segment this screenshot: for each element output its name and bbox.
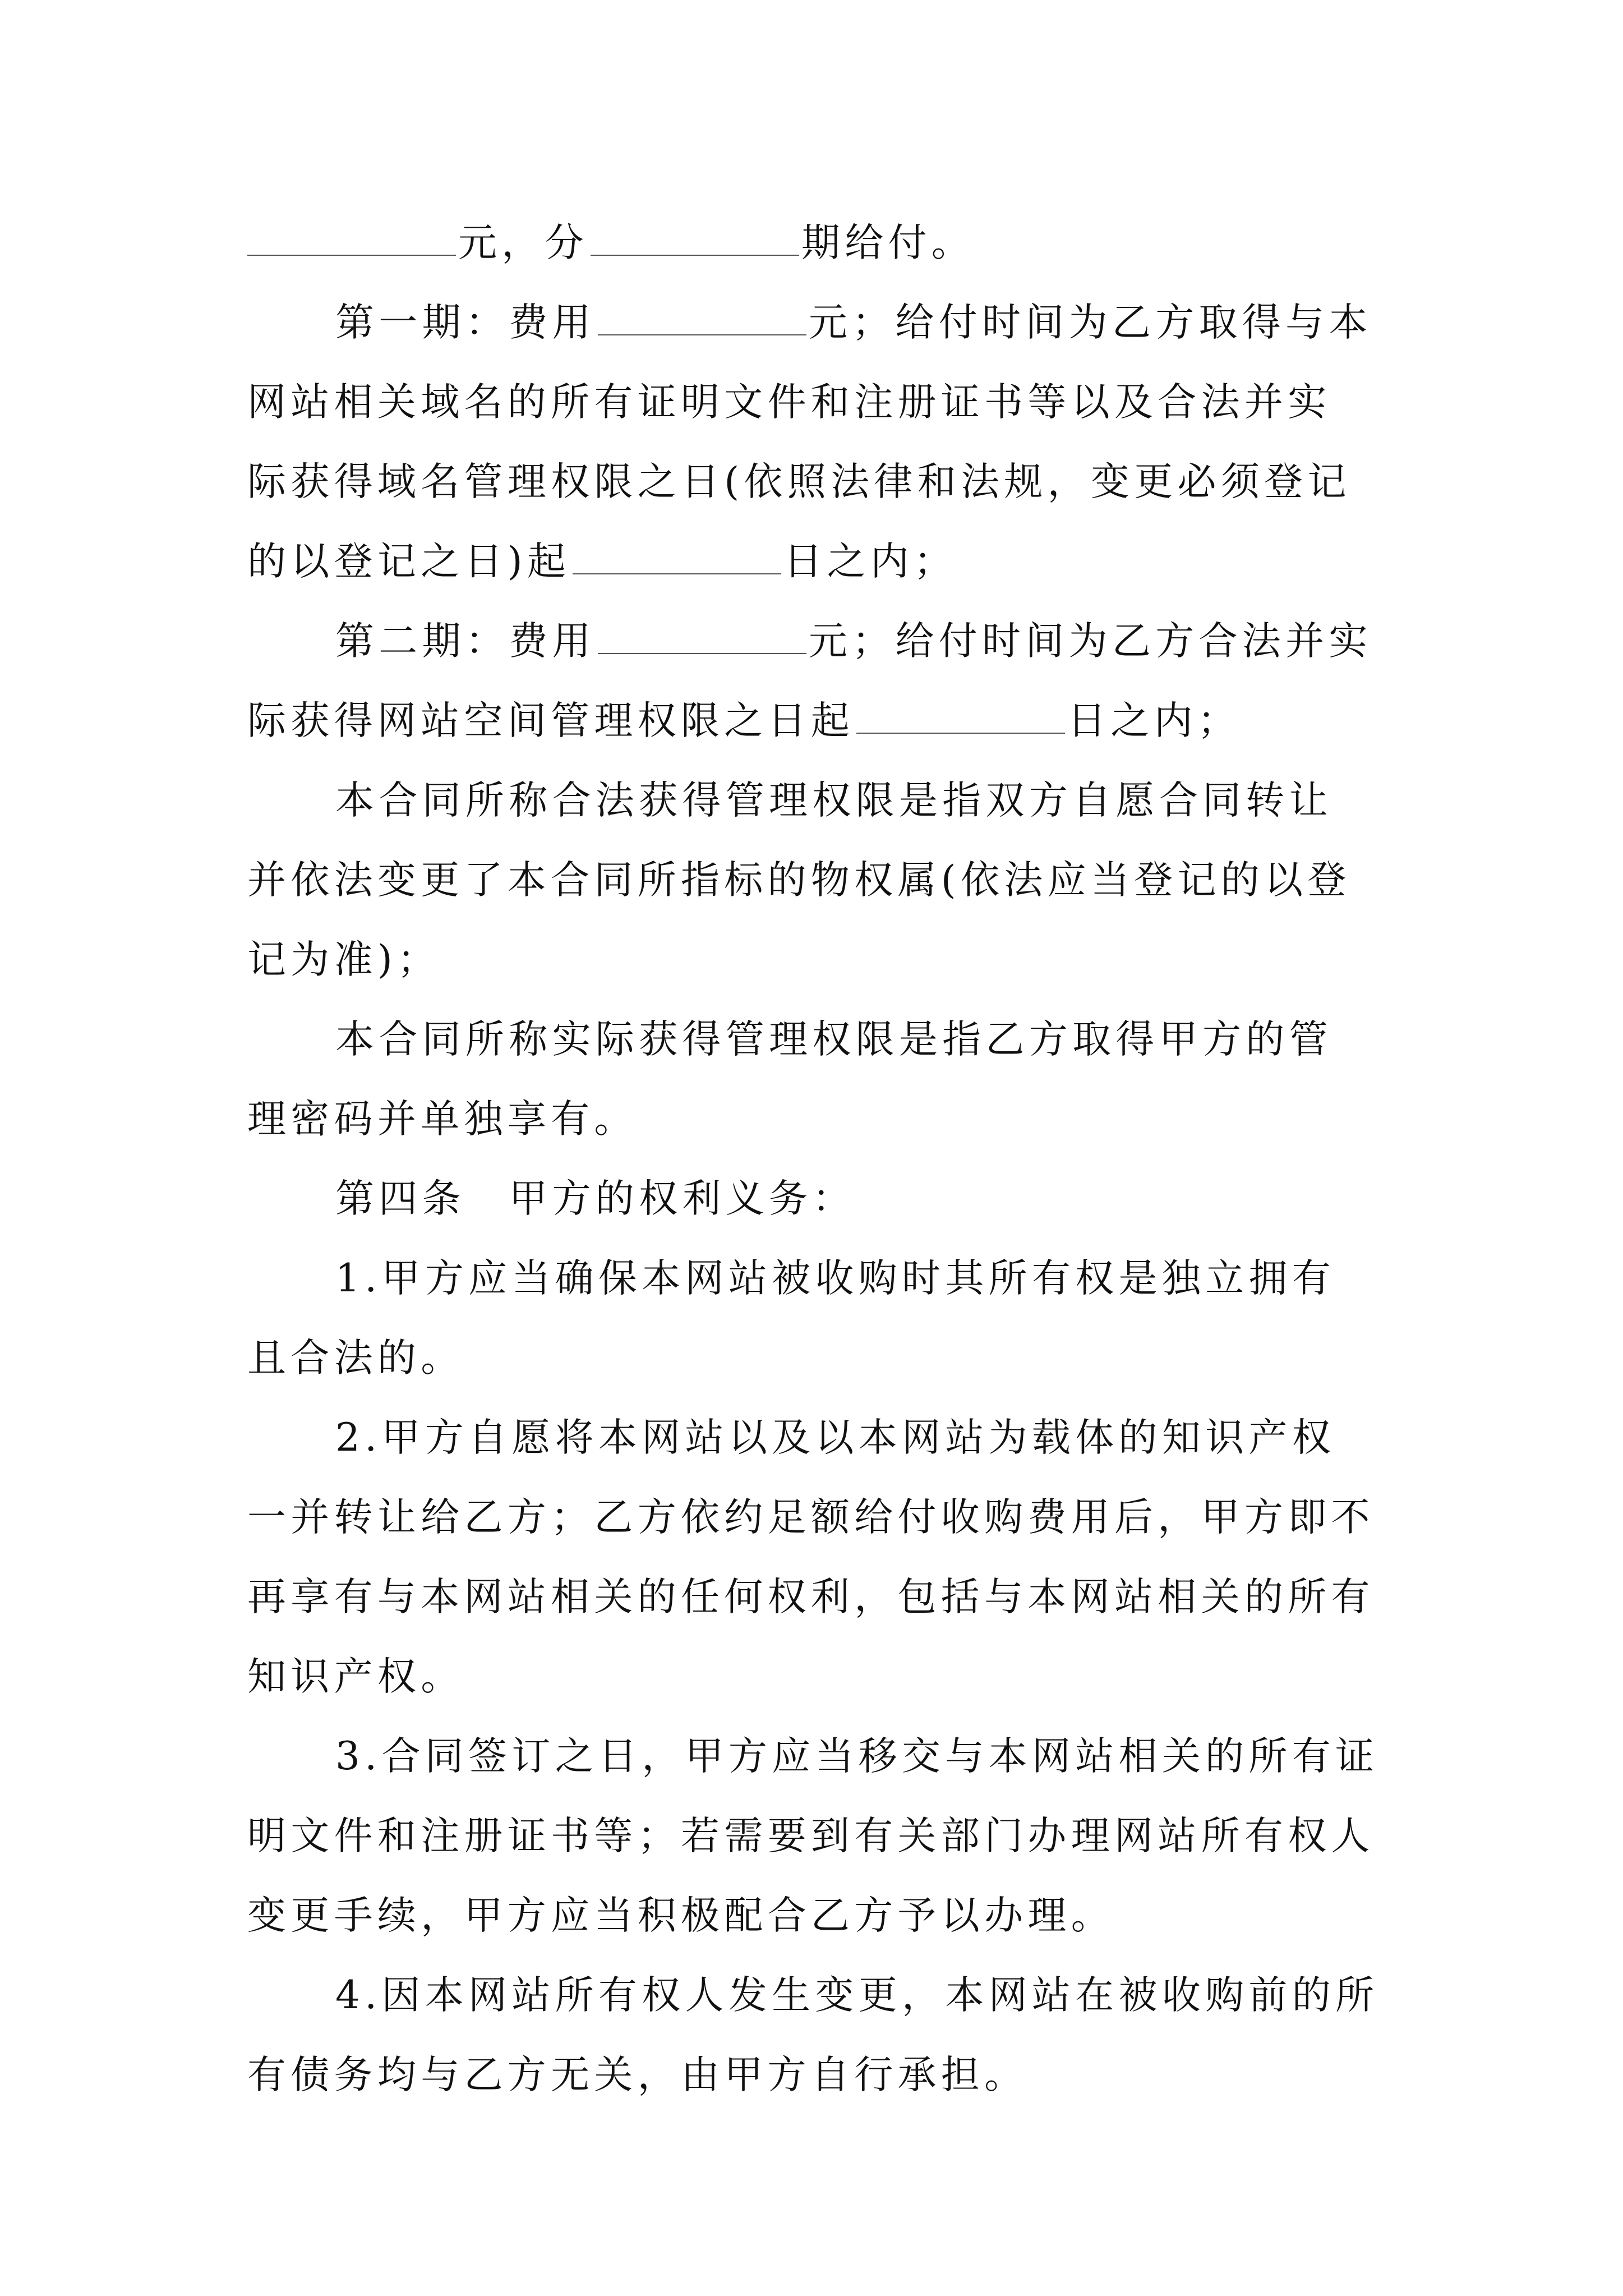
text-segment: 2.甲方自愿将本网站以及以本网站为载体的知识产权	[335, 1415, 1336, 1460]
text-line	[247, 211, 975, 274]
text-line	[335, 1406, 1335, 1469]
text-segment: 再享有与本网站相关的任何权利，包括与本网站相关的所有	[247, 1575, 1375, 1619]
text-segment: 日之内；	[1067, 698, 1241, 743]
text-segment: 变更手续，甲方应当积极配合乙方予以办理。	[247, 1893, 1114, 1938]
text-segment: 有债务均与乙方无关，由甲方自行承担。	[247, 2053, 1028, 2097]
text-segment: 网站相关域名的所有证明文件和注册证书等以及合法并实	[247, 380, 1331, 425]
text-segment: 本合同所称合法获得管理权限是指双方自愿合同转让	[335, 778, 1332, 823]
text-segment: 际获得域名管理权限之日(依照法律和法规，变更必须登记	[247, 459, 1351, 504]
text-line	[247, 1566, 1375, 1628]
text-line	[247, 1884, 1114, 1947]
text-segment: 期给付。	[801, 220, 975, 265]
text-line	[247, 2044, 1027, 2106]
text-line	[247, 1088, 638, 1151]
text-segment: 且合法的。	[247, 1336, 464, 1381]
text-line	[335, 1725, 1378, 1788]
text-line	[335, 1247, 1335, 1310]
text-segment: 的以登记之日)起	[247, 539, 571, 584]
fill-blank	[598, 300, 806, 335]
text-segment: 知识产权。	[247, 1654, 464, 1699]
text-segment: 一并转让给乙方；乙方依约足额给付收购费用后，甲方即不	[247, 1495, 1375, 1540]
text-segment: 日之内；	[783, 539, 957, 584]
text-line	[335, 1008, 1332, 1071]
fill-blank	[573, 539, 781, 574]
text-segment: 1.甲方应当确保本网站被收购时其所有权是独立拥有	[335, 1256, 1336, 1301]
text-segment: 元；给付时间为乙方合法并实	[808, 619, 1372, 664]
text-line	[247, 1486, 1375, 1549]
fill-blank	[247, 220, 456, 256]
text-segment: 理密码并单独享有。	[247, 1097, 638, 1142]
text-segment: 际获得网站空间管理权限之日起	[247, 698, 855, 743]
text-segment: 第二期：费用	[335, 619, 596, 664]
text-segment: 3.合同签订之日，甲方应当移交与本网站相关的所有证	[335, 1734, 1379, 1779]
text-segment: 元；给付时间为乙方取得与本	[808, 300, 1372, 345]
text-line	[247, 1327, 464, 1389]
text-segment: 本合同所称实际获得管理权限是指乙方取得甲方的管	[335, 1017, 1332, 1062]
text-line	[335, 610, 1372, 673]
fill-blank	[598, 618, 806, 654]
text-line	[247, 450, 1351, 513]
text-line	[335, 291, 1372, 354]
text-line	[247, 1805, 1375, 1867]
text-segment: 元，分	[458, 220, 588, 265]
text-segment: 明文件和注册证书等；若需要到有关部门办理网站所有权人	[247, 1814, 1375, 1858]
section-heading	[335, 1167, 856, 1230]
text-segment: 记为准)；	[247, 937, 441, 982]
text-line	[335, 1964, 1378, 2027]
text-line	[247, 371, 1331, 434]
fill-blank	[591, 220, 799, 256]
text-segment: 第四条 甲方的权利义务：	[335, 1176, 856, 1221]
text-line	[247, 530, 957, 593]
text-segment: 4.因本网站所有权人发生变更，本网站在被收购前的所	[335, 1973, 1379, 2018]
text-segment: 并依法变更了本合同所指标的物权属(依法应当登记的以登	[247, 858, 1351, 903]
text-line	[247, 928, 440, 991]
text-line	[335, 769, 1332, 832]
text-line	[247, 689, 1241, 752]
fill-blank	[856, 698, 1065, 734]
text-line	[247, 1645, 464, 1708]
text-line	[247, 849, 1351, 912]
text-segment: 第一期：费用	[335, 300, 596, 345]
